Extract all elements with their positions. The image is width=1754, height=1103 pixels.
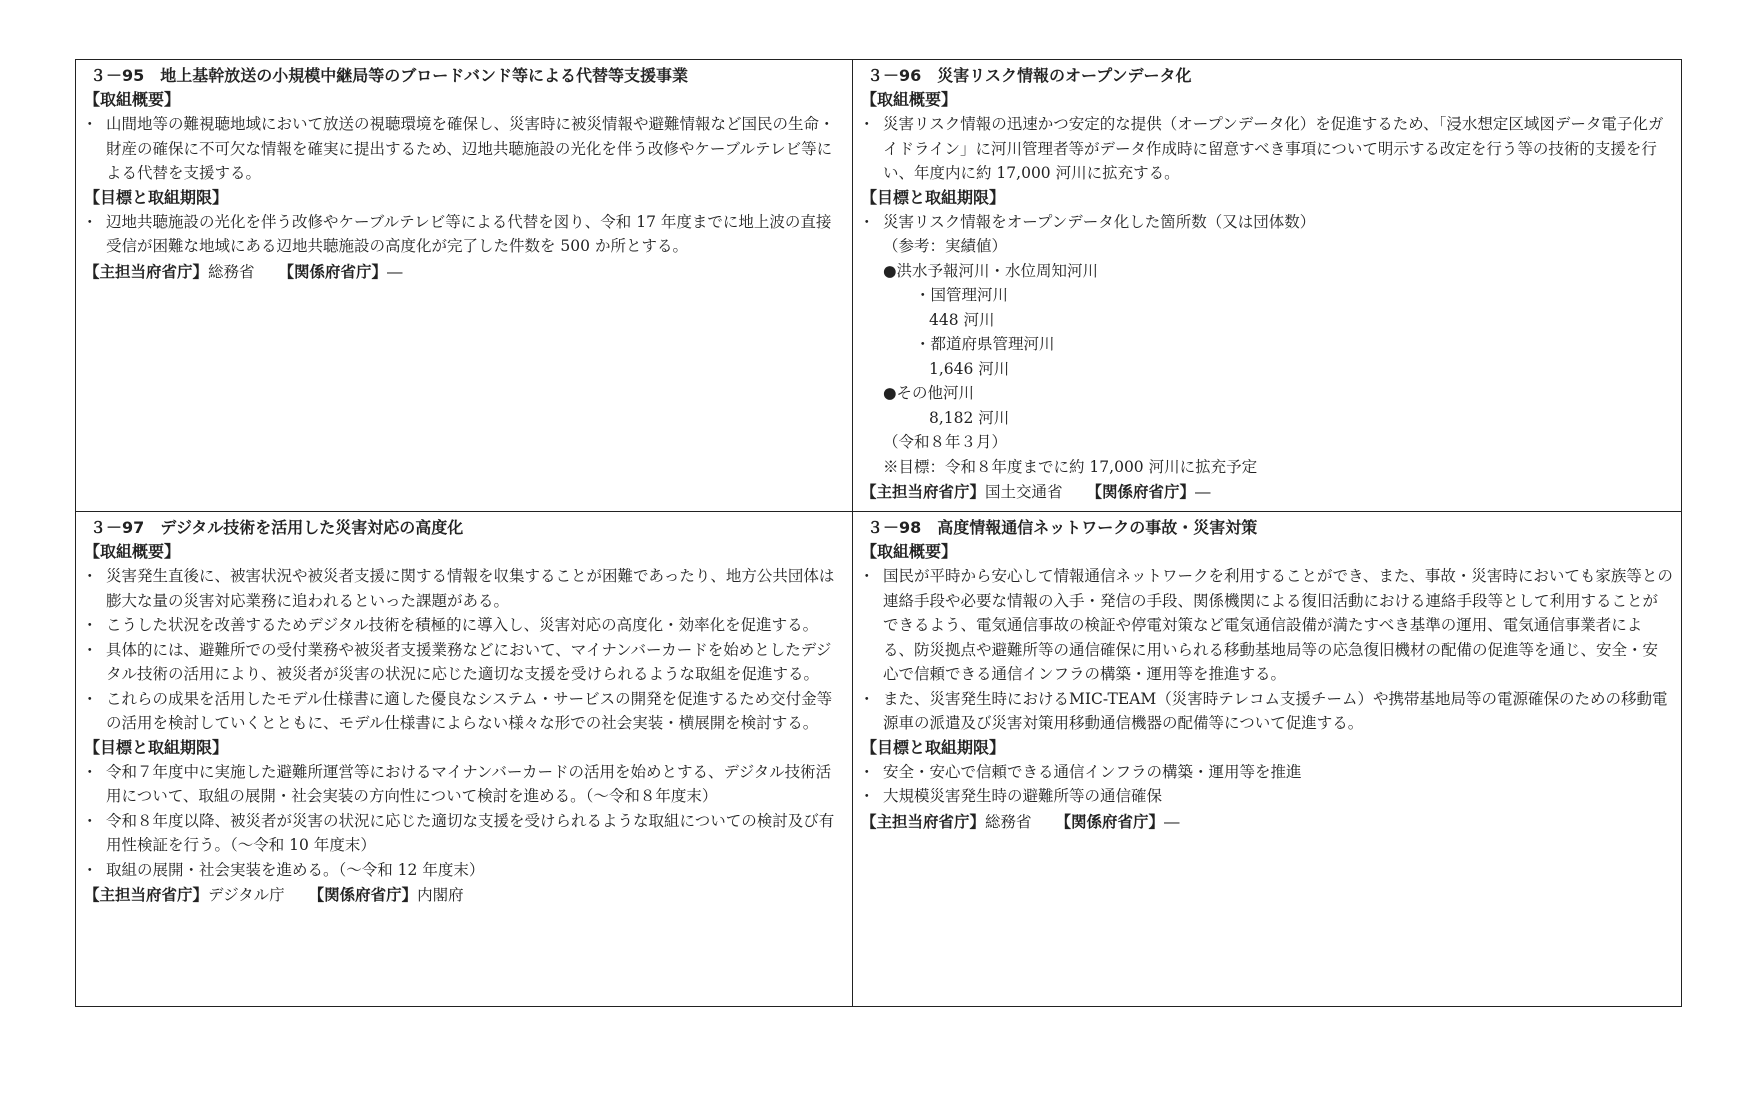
goal-list bbox=[84, 760, 844, 883]
count-value: 1,646 河川 bbox=[929, 359, 1010, 378]
list-item: ・ 大規模災害発生時の避難所等の通信確保 bbox=[861, 784, 1673, 809]
lead-ministry-label: 【主担当府省庁】 bbox=[84, 262, 209, 281]
measure-title: ３－97 デジタル技術を活用した災害対応の高度化 bbox=[90, 518, 464, 537]
goal-list bbox=[84, 210, 844, 259]
table-row bbox=[76, 512, 1682, 1007]
measure-cell-3-95 bbox=[76, 60, 853, 512]
list-item: ・ 令和８年度以降、被災者が災害の状況に応じた適切な支援を受けられるような取組についての検討及び有用性検証を行う。（～令和 10 年度末） bbox=[84, 809, 844, 858]
related-ministry: ― bbox=[387, 262, 403, 281]
overview-list bbox=[861, 564, 1673, 736]
list-item: ・ 安全・安心で信頼できる通信インフラの構築・運用等を推進 bbox=[861, 760, 1673, 785]
overview-list bbox=[84, 112, 844, 186]
overview-heading: 【取組概要】 bbox=[861, 90, 958, 109]
related-ministry: ― bbox=[1164, 812, 1180, 831]
related-ministry: 内閣府 bbox=[417, 886, 464, 904]
related-ministry-label: 【関係府省庁】 bbox=[308, 886, 418, 904]
list-item: ・ 取組の展開・社会実装を進める。（～令和 12 年度末） bbox=[84, 858, 844, 883]
count-value: 8,182 河川 bbox=[929, 408, 1010, 427]
goal-heading: 【目標と取組期限】 bbox=[861, 737, 1006, 757]
list-item: ・ 災害発生直後に、被害状況や被災者支援に関する情報を収集することが困難であったり、地方公共団体は膨大な量の災害対応業務に追われるといった課題がある。 bbox=[84, 564, 844, 613]
ministry-line bbox=[861, 809, 1673, 835]
list-item: ・ また、災害発生時におけるMIC-TEAM（災害時テレコム支援チーム）や携帯基地局等の電源確保のための移動電源車の派遣及び災害対策用移動通信機器の配備等について促進する。 bbox=[861, 687, 1673, 736]
overview-heading: 【取組概要】 bbox=[861, 542, 958, 561]
goal-heading: 【目標と取組期限】 bbox=[84, 737, 229, 757]
lead-ministry-label: 【主担当府省庁】 bbox=[861, 812, 986, 831]
lead-ministry: 総務省 bbox=[985, 812, 1032, 831]
overview-list bbox=[84, 564, 844, 736]
related-ministry-label: 【関係府省庁】 bbox=[1055, 812, 1165, 831]
list-item: ・ これらの成果を活用したモデル仕様書に適した優良なシステム・サービスの開発を促進するため交付金等の活用を検討していくとともに、モデル仕様書によらない様々な形での社会実装・横展開を検討する。 bbox=[84, 687, 844, 736]
list-item: ・ こうした状況を改善するためデジタル技術を積極的に導入し、災害対応の高度化・効率化を促進する。 bbox=[84, 613, 844, 638]
measure-cell-3-97 bbox=[76, 512, 853, 1007]
count-value: 448 河川 bbox=[929, 310, 995, 329]
measures-table bbox=[75, 59, 1682, 1007]
goal-heading: 【目標と取組期限】 bbox=[84, 187, 229, 207]
measure-cell-3-98 bbox=[853, 512, 1682, 1007]
related-ministry: ― bbox=[1195, 483, 1211, 501]
list-item: ・ 山間地等の難視聴地域において放送の視聴環境を確保し、災害時に被災情報や避難情報など国民の生命・財産の確保に不可欠な情報を確実に提出するため、辺地共聴施設の光化を伴う改修やケーブルテレビ等による代替を支援する。 bbox=[84, 112, 844, 186]
related-ministry-label: 【関係府省庁】 bbox=[278, 262, 388, 281]
lead-ministry-label: 【主担当府省庁】 bbox=[861, 483, 986, 501]
group-heading: ●洪水予報河川・水位周知河川 bbox=[883, 261, 1099, 280]
measure-title: ３－95 地上基幹放送の小規模中継局等のブロードバンド等による代替等支援事業 bbox=[90, 66, 688, 85]
lead-ministry: デジタル庁 bbox=[208, 886, 285, 904]
reference-note: （参考：実績値） bbox=[883, 237, 1008, 255]
list-item: ・ 国民が平時から安心して情報通信ネットワークを利用することができ、また、事故・災害時においても家族等との連絡手段や必要な情報の入手・発信の手段、関係機関による復旧活動における連絡手段等として利用することができるよう、電気通信事故の検証や停電対策など電気通信設備が満たすべき基準の運用、電気通信事業者による、防災拠点や避難所等の通信確保に用いられる移動基地局等の応急復旧機材の配備の促進等を通じ、安全・安心で信頼できる通信インフラの構築・運用等を推進する。 bbox=[861, 564, 1673, 687]
measure-title: ３－98 高度情報通信ネットワークの事故・災害対策 bbox=[867, 518, 1258, 537]
ministry-line bbox=[84, 259, 844, 285]
measure-cell-3-96 bbox=[853, 60, 1682, 512]
overview-list bbox=[861, 112, 1673, 186]
overview-heading: 【取組概要】 bbox=[84, 90, 181, 109]
goal-heading: 【目標と取組期限】 bbox=[861, 187, 1006, 207]
related-ministry-label: 【関係府省庁】 bbox=[1086, 483, 1196, 501]
goal-list bbox=[861, 760, 1673, 809]
sub-item: ・都道府県管理河川 bbox=[915, 335, 1055, 353]
list-item: ・ 災害リスク情報の迅速かつ安定的な提供（オープンデータ化）を促進するため、「浸水想定区域図データ電子化ガイドライン」に河川管理者等がデータ作成時に留意すべき事項について明示する改定を行う等の技術的支援を行い、年度内に約 17,000 河川に拡充する。 bbox=[861, 112, 1673, 186]
target-note: ※目標：令和８年度までに約 17,000 河川に拡充予定 bbox=[883, 457, 1258, 476]
list-item: ・ 辺地共聴施設の光化を伴う改修やケーブルテレビ等による代替を図り、令和 17 年度までに地上波の直接受信が困難な地域にある辺地共聴施設の高度化が完了した件数を 500 か所とする。 bbox=[84, 210, 844, 259]
goal-list bbox=[861, 210, 1673, 235]
overview-heading: 【取組概要】 bbox=[84, 542, 181, 561]
sub-item: ・国管理河川 bbox=[915, 286, 1009, 304]
list-item: ・ 具体的には、避難所での受付業務や被災者支援業務などにおいて、マイナンバーカードを始めとしたデジタル技術の活用により、被災者が災害の状況に応じた適切な支援を受けられるような取組を促進する。 bbox=[84, 638, 844, 687]
ministry-line bbox=[861, 479, 1673, 505]
lead-ministry-label: 【主担当府省庁】 bbox=[84, 886, 209, 904]
ministry-line bbox=[84, 882, 844, 908]
group-heading: ●その他河川 bbox=[883, 384, 975, 402]
list-item: ・ 災害リスク情報をオープンデータ化した箇所数（又は団体数） bbox=[861, 210, 1673, 235]
measure-title: ３－96 災害リスク情報のオープンデータ化 bbox=[867, 66, 1192, 85]
table-row bbox=[76, 60, 1682, 512]
list-item: ・ 令和７年度中に実施した避難所運営等におけるマイナンバーカードの活用を始めとする、デジタル技術活用について、取組の展開・社会実装の方向性について検討を進める。（～令和８年度末） bbox=[84, 760, 844, 809]
lead-ministry: 国土交通省 bbox=[985, 483, 1063, 501]
date-note: （令和８年３月） bbox=[883, 433, 1008, 451]
lead-ministry: 総務省 bbox=[208, 262, 255, 281]
